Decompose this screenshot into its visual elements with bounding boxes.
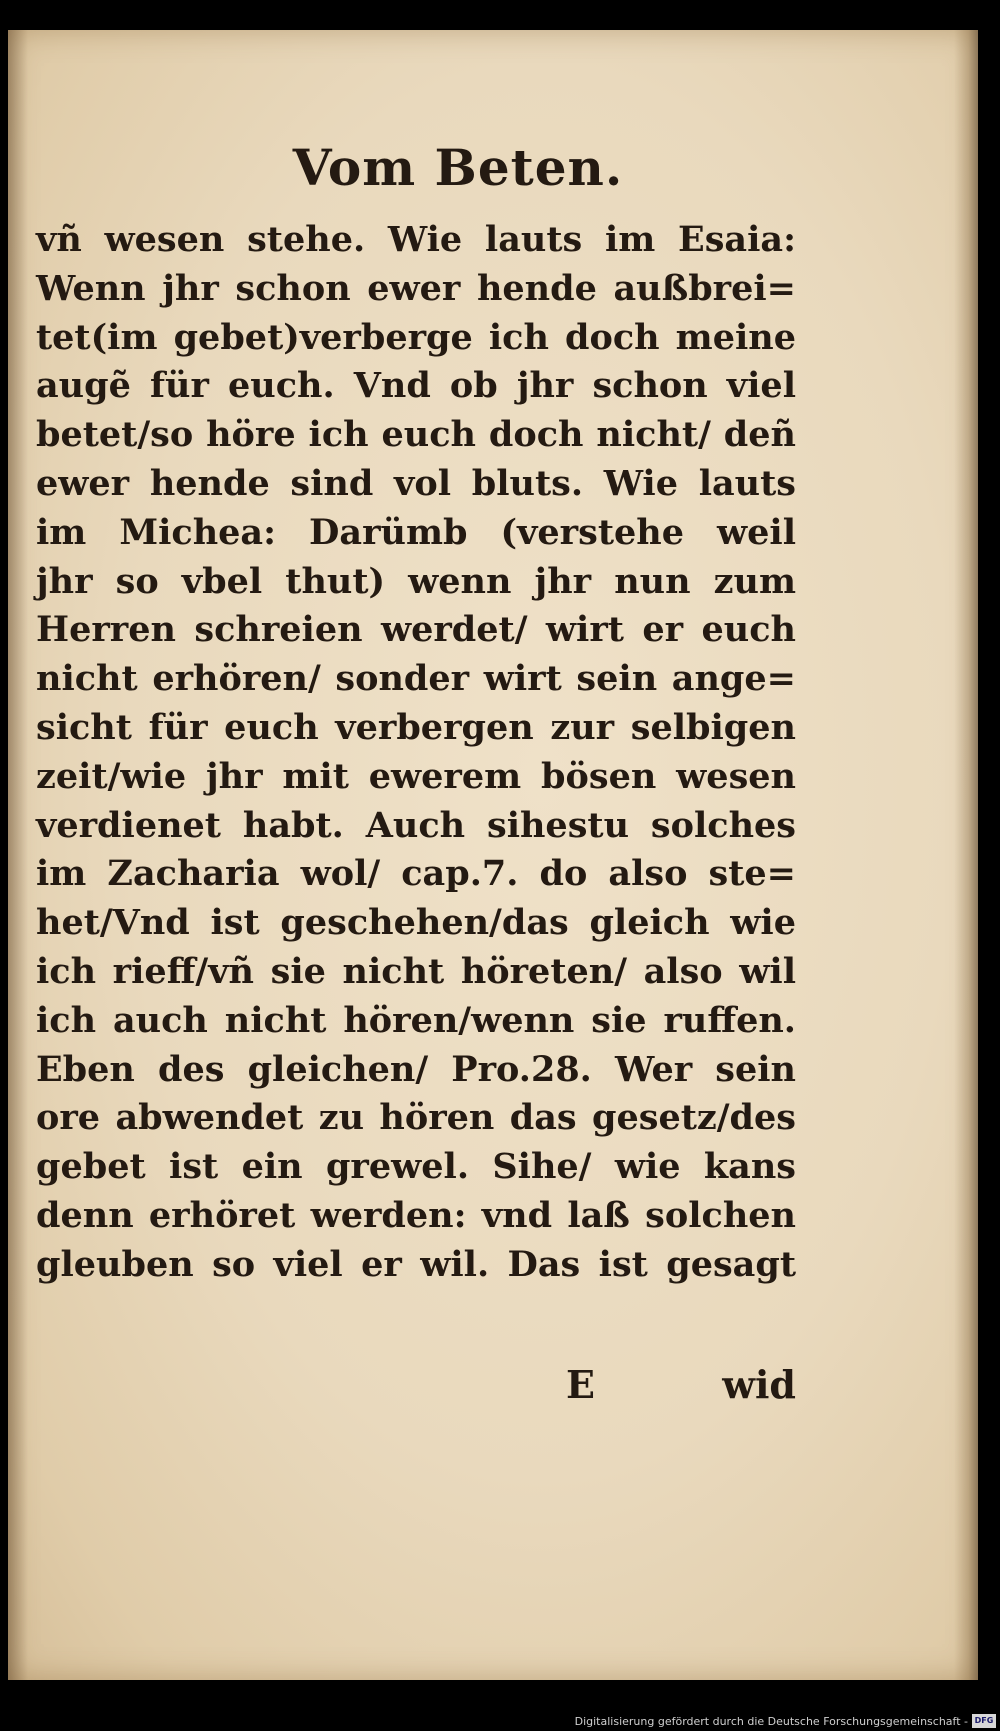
text-line: betet/so höre ich euch doch nicht/ deñ (36, 414, 796, 456)
text-line: Wenn jhr schon ewer hende außbrei= (36, 267, 796, 309)
text-line: gleuben so viel er wil. Das ist gesagt (36, 1243, 796, 1285)
text-line: Herren schreien werdet/ wirt er euch (36, 609, 796, 651)
text-block (36, 216, 796, 1290)
page-footer (36, 1362, 796, 1412)
text-line: vñ wesen stehe. Wie lauts im Esaia: (36, 219, 796, 260)
text-line: nicht erhören/ sonder wirt sein ange= (36, 658, 796, 700)
catchword: wid (722, 1362, 796, 1407)
text-line: ich rieff/vñ sie nicht höreten/ also wil (36, 950, 796, 992)
credit-bar (0, 1709, 1000, 1731)
text-line: het/Vnd ist geschehen/das gleich wie (36, 902, 796, 944)
text-line: gebet ist ein grewel. Sihe/ wie kans (36, 1146, 796, 1188)
book-page (8, 30, 978, 1680)
text-line: augẽ für euch. Vnd ob jhr schon viel (36, 365, 796, 407)
text-line: ewer hende sind vol bluts. Wie lauts (36, 462, 796, 504)
text-line: ore abwendet zu hören das gesetz/des (36, 1097, 796, 1139)
digitization-credit: Digitalisierung gefördert durch die Deutsche Forschungsgemeinschaft - (574, 1715, 968, 1728)
running-head: Vom Beten. (292, 138, 624, 197)
text-line: tet(im gebet)verberge ich doch meine (36, 316, 796, 358)
text-line: verdienet habt. Auch sihestu solches (36, 804, 796, 846)
text-line: jhr so vbel thut) wenn jhr nun zum (36, 560, 796, 602)
text-line: ich auch nicht hören/wenn sie ruffen. (36, 999, 796, 1041)
text-line: zeit/wie jhr mit ewerem bösen wesen (36, 755, 796, 797)
page-edge-shadow (954, 30, 978, 1680)
dfg-logo-icon: DFG (972, 1714, 996, 1728)
text-line: sicht für euch verbergen zur selbigen (36, 706, 796, 748)
text-line: im Zacharia wol/ cap.7. do also ste= (36, 853, 796, 895)
text-line: Eben des gleichen/ Pro.28. Wer sein (36, 1048, 796, 1090)
text-line: denn erhöret werden: vnd laß solchen (36, 1194, 796, 1236)
page-gutter-shadow (8, 30, 28, 1680)
signature-mark: E (566, 1362, 595, 1407)
text-line: im Michea: Darümb (verstehe weil (36, 511, 796, 553)
